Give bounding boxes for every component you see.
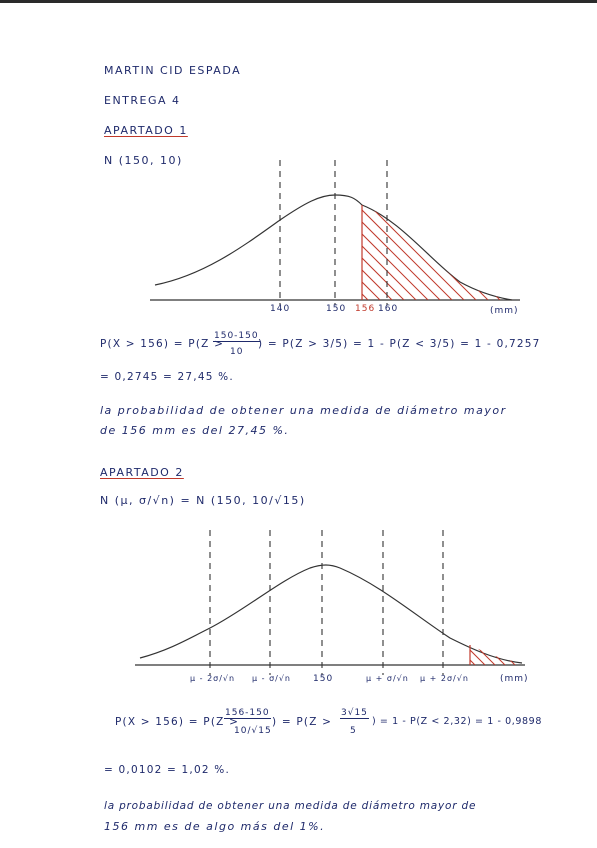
apartado1-distribution: N (150, 10) — [104, 154, 183, 167]
apartado1-conclusion-line2: de 156 mm es del 27,45 %. — [100, 424, 290, 437]
apartado1-eq-lhs: P(X > 156) = P(Z > — [100, 338, 225, 350]
apartado1-conclusion-line1: la probabilidad de obtener una medida de diámetro mayor — [100, 404, 507, 417]
tick-160: 160 — [378, 304, 399, 314]
tick-mu-plus-sigma: μ + σ/√n — [366, 674, 409, 683]
tick-150-b: 150 — [313, 674, 334, 684]
tick-140: 140 — [270, 304, 291, 314]
apartado2-eq-rhs: ) = 1 - P(Z < 2,32) = 1 - 0,9898 — [372, 716, 542, 727]
apartado1-eq-rhs: ) = P(Z > 3/5) = 1 - P(Z < 3/5) = 1 - 0,7257 — [258, 338, 541, 350]
entrega-label: ENTREGA 4 — [104, 94, 181, 107]
apartado2-eq-mid: ) = P(Z > — [272, 716, 333, 728]
hatched-area-1 — [268, 200, 548, 300]
apartado2-eq-den2: 5 — [350, 726, 357, 736]
apartado2-eq-den: 10/√15 — [234, 726, 272, 736]
apartado1-eq-den: 10 — [230, 347, 244, 357]
tick-mu-plus-2sigma: μ + 2σ/√n — [420, 674, 469, 683]
bell-curve-2 — [140, 565, 522, 663]
apartado1-result: = 0,2745 = 27,45 %. — [100, 371, 234, 383]
tick-156: 156 — [355, 304, 376, 314]
apartado2-eq-num2: 3√15 — [341, 708, 368, 718]
tick-unit-mm-2: (mm) — [500, 674, 529, 684]
apartado2-conclusion-line2: 156 mm es de algo más del 1%. — [104, 820, 326, 833]
apartado2-eq-num: 156-150 — [225, 708, 270, 718]
apartado2-heading: APARTADO 2 — [100, 466, 184, 479]
apartado1-eq-num: 150-150 — [214, 331, 259, 341]
apartado2-conclusion-line1: la probabilidad de obtener una medida de diámetro mayor de — [104, 800, 477, 812]
tick-mu-minus-sigma: μ - σ/√n — [252, 674, 291, 683]
apartado1-heading: APARTADO 1 — [104, 124, 188, 137]
apartado2-distribution: N (μ, σ/√n) = N (150, 10/√15) — [100, 494, 306, 507]
student-name: MARTIN CID ESPADA — [104, 64, 242, 77]
tick-unit-mm: (mm) — [490, 306, 519, 316]
bell-curve-1 — [155, 195, 512, 300]
tick-150: 150 — [326, 304, 347, 314]
tick-mu-minus-2sigma: μ - 2σ/√n — [190, 674, 236, 683]
apartado2-eq-lhs: P(X > 156) = P(Z > — [115, 716, 240, 728]
apartado2-result: = 0,0102 = 1,02 %. — [104, 764, 230, 776]
